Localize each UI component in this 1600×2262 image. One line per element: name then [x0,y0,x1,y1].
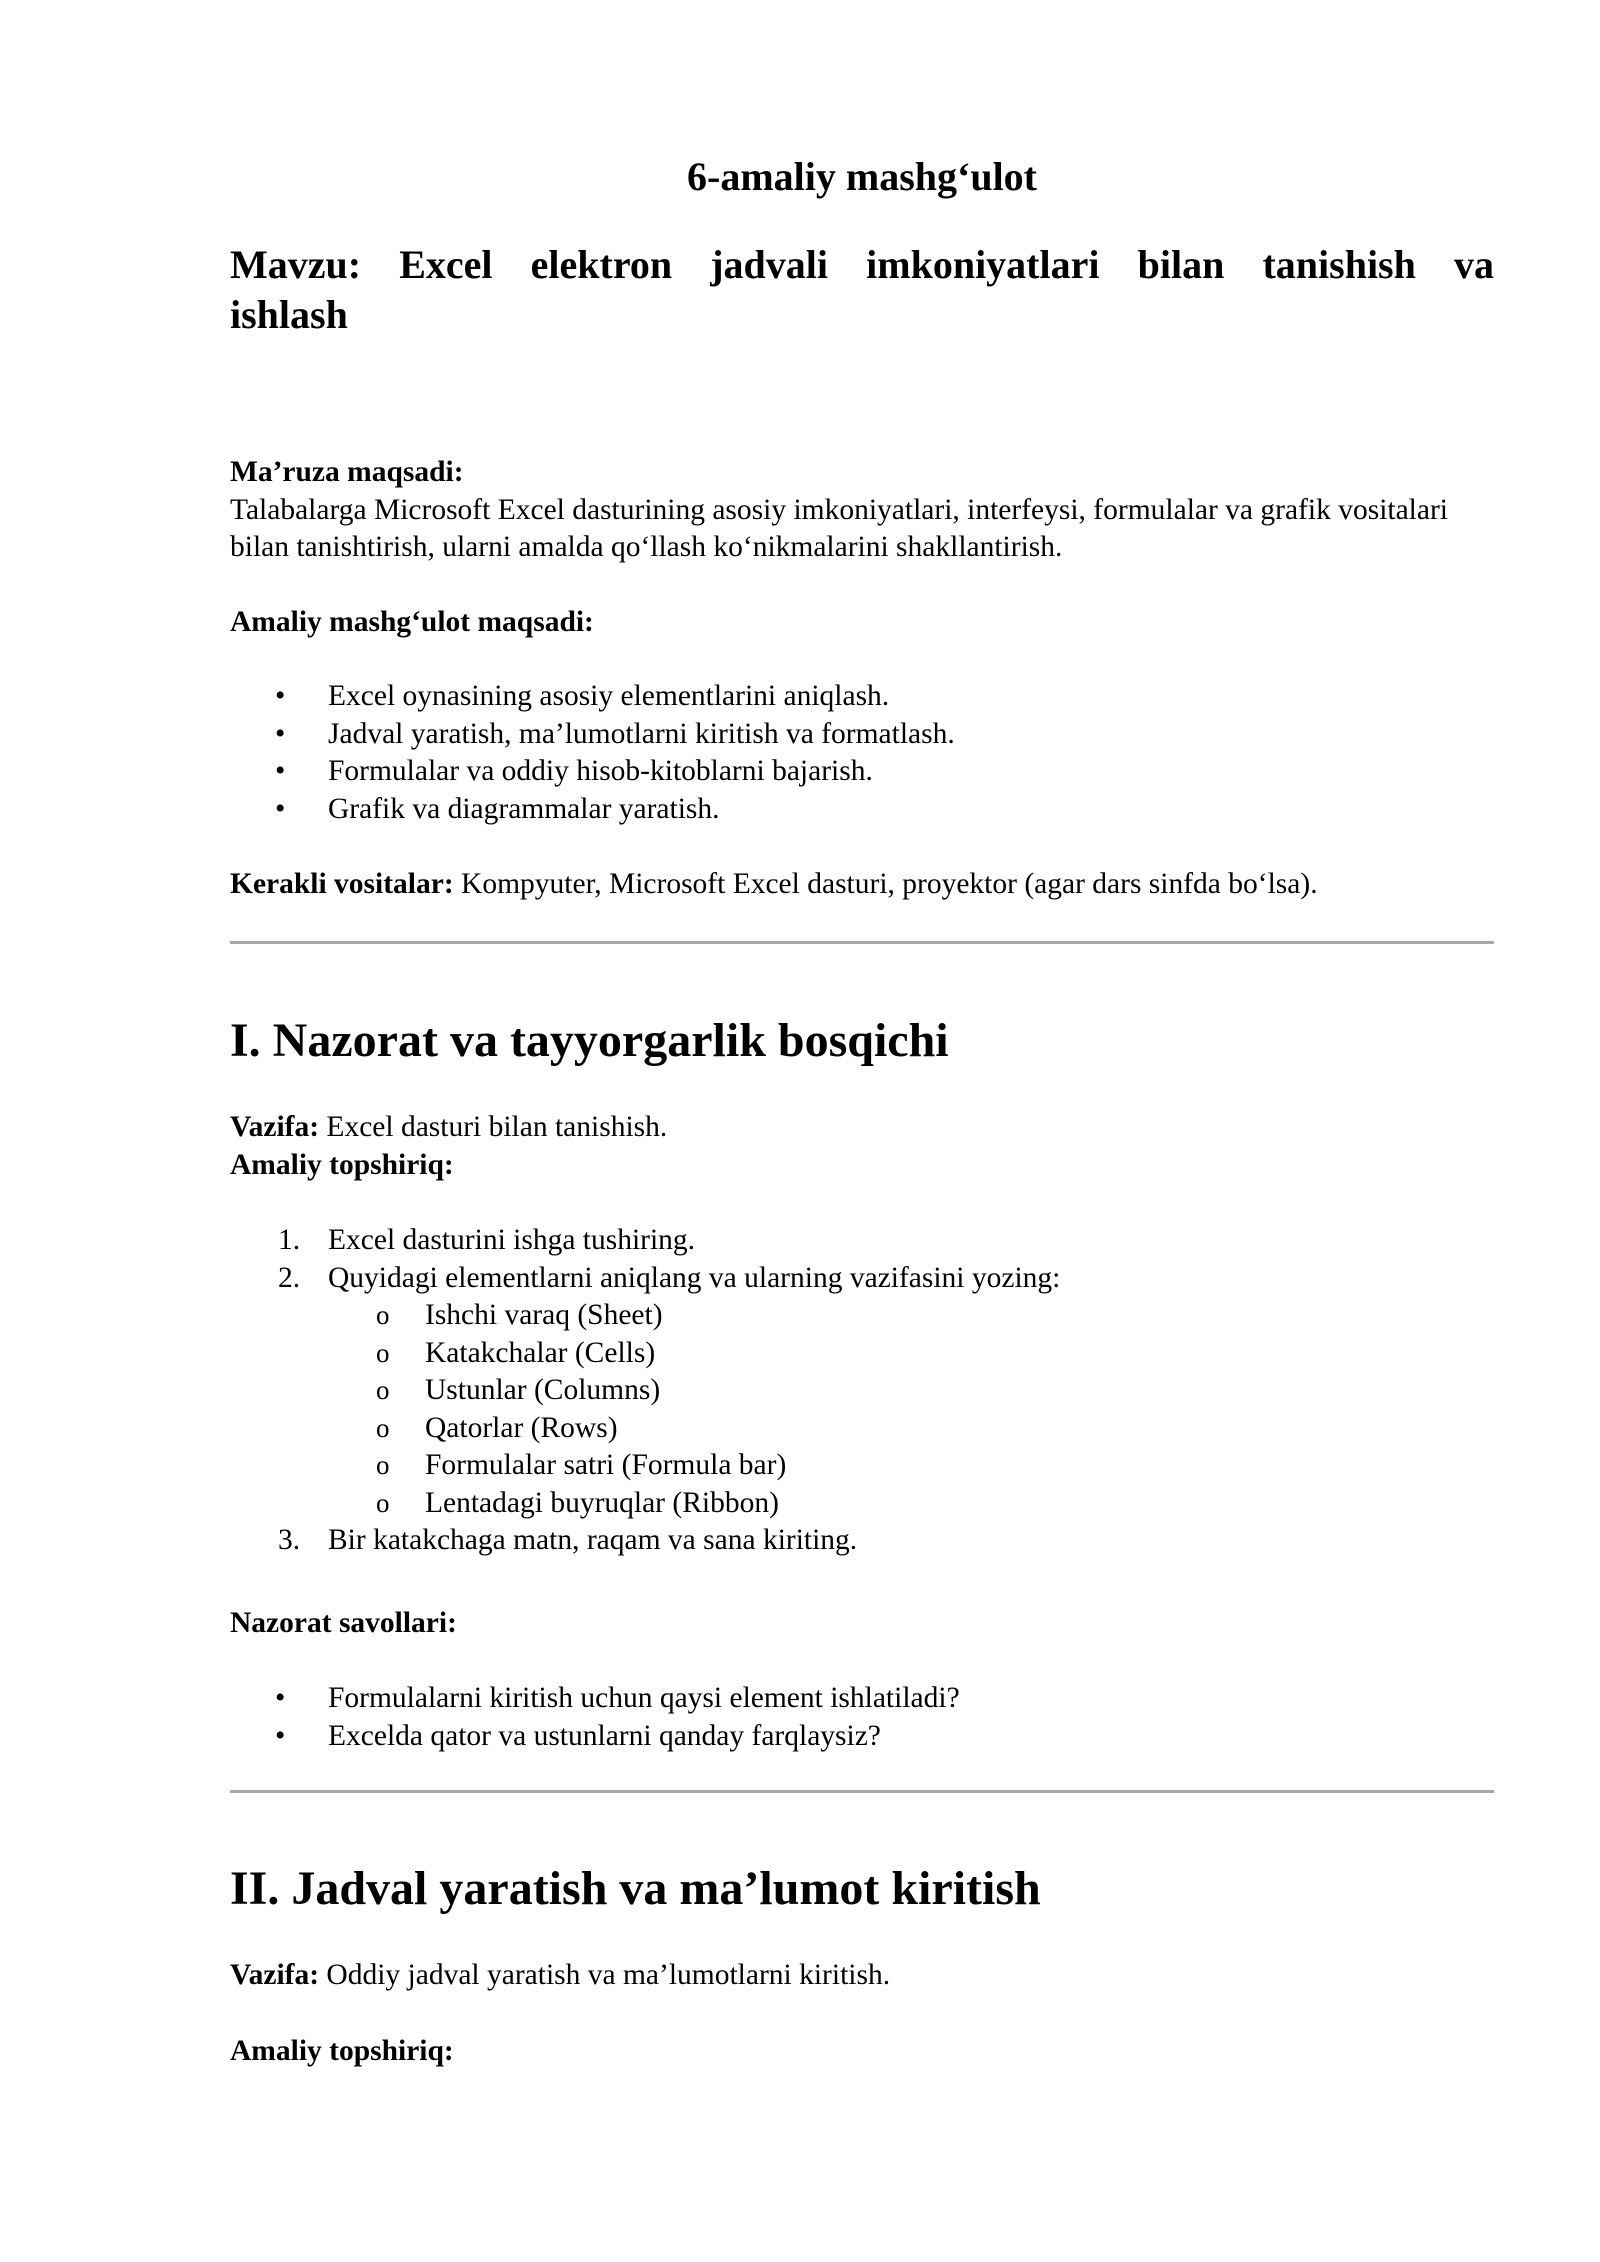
list-item: 1. Excel dasturini ishga tushiring. [278,1224,696,1256]
lecture-goal-label: Ma’ruza maqsadi: [230,456,464,488]
topic-line-1: Mavzu: Excel elektron jadvali imkoniyatlari bilan tanishish va [230,242,1494,287]
practice-goal-block [230,604,1494,642]
list-item: • Excelda qator va ustunlarni qanday farqlaysiz? [275,1719,881,1752]
list-item: • Jadval yaratish, ma’lumotlarni kiritish va formatlash. [230,716,1494,754]
task-text: Excel dasturi bilan tanishish. [326,1111,668,1143]
section-1-task [230,1109,1494,1184]
topic-line-2: ishlash [230,292,348,337]
bullet-marker: • [275,717,286,750]
sub-list-item: o Formulalar satri (Formula bar) [376,1449,787,1481]
bullet-marker: • [275,755,286,787]
sub-list-item: o Qatorlar (Rows) [376,1411,618,1444]
list-item: 2. Quyidagi elementlarni aniqlang va ularning vazifasini yozing: o Ishchi varaq (Sheet) o Katakchalar (Cells) o Ustunlar (Columns) o Qatorlar (Rows) o Formulalar satri (Formula bar) o Lentadagi buyruqlar (Ribbon) [230,1260,1494,1523]
sub-list-item: o Lentadagi buyruqlar (Ribbon) [376,1486,779,1519]
section-divider [230,1790,1494,1793]
sub-list-item: o Katakchalar (Cells) [376,1336,656,1369]
practice-goal-list [230,678,1494,828]
list-item: 3. Bir katakchaga matn, raqam va sana kiriting. [278,1524,858,1556]
section-2-heading: II. Jadval yaratish va ma’lumot kiritish [230,1862,1041,1915]
list-item: • Formulalar va oddiy hisob-kitoblarni bajarish. [230,753,1494,791]
tools-text: Kompyuter, Microsoft Excel dasturi, proyektor (agar dars sinfda bo‘lsa). [461,868,1318,900]
task-label: Vazifa: [230,1111,320,1143]
sub-list-item: o Ustunlar (Columns) [376,1374,661,1406]
lecture-goal-block [230,454,1494,567]
section-2-task [230,1957,890,1995]
lecture-goal-text: Talabalarga Microsoft Excel dasturining asosiy imkoniyatlari, interfeysi, formulalar va grafik vositalari bilan tanishtirish, ularni amalda qo‘llash ko‘nikmalarini shakllantirish. [230,493,1448,563]
practice-label: Amaliy topshiriq: [230,2035,454,2067]
bullet-marker: • [275,680,286,712]
bullet-marker: • [275,792,286,825]
practice-label: Amaliy topshiriq: [230,1148,454,1181]
list-item: • Excel oynasining asosiy elementlarini aniqlash. [230,678,1494,716]
topic-heading [230,240,1494,340]
section-divider [230,941,1494,944]
tools-line [230,866,1318,904]
tools-label: Kerakli vositalar: [230,868,454,900]
task-label: Vazifa: [230,1959,320,1991]
questions-list [230,1680,1494,1755]
sub-list [230,1297,1494,1522]
section-1-heading: I. Nazorat va tayyorgarlik bosqichi [230,1014,949,1067]
task-text: Oddiy jadval yaratish va ma’lumotlarni kiritish. [326,1959,891,1991]
section-1-steps [230,1222,1494,1560]
questions-label: Nazorat savollari: [230,1607,457,1639]
sub-list-item: o Ishchi varaq (Sheet) [376,1299,663,1331]
document-title: 6-amaliy mashg‘ulot [687,154,1037,199]
list-item: • Formulalarni kiritish uchun qaysi element ishlatiladi? [275,1682,960,1714]
list-item: • Grafik va diagrammalar yaratish. [230,791,1494,829]
practice-goal-label: Amaliy mashg‘ulot maqsadi: [230,606,594,638]
